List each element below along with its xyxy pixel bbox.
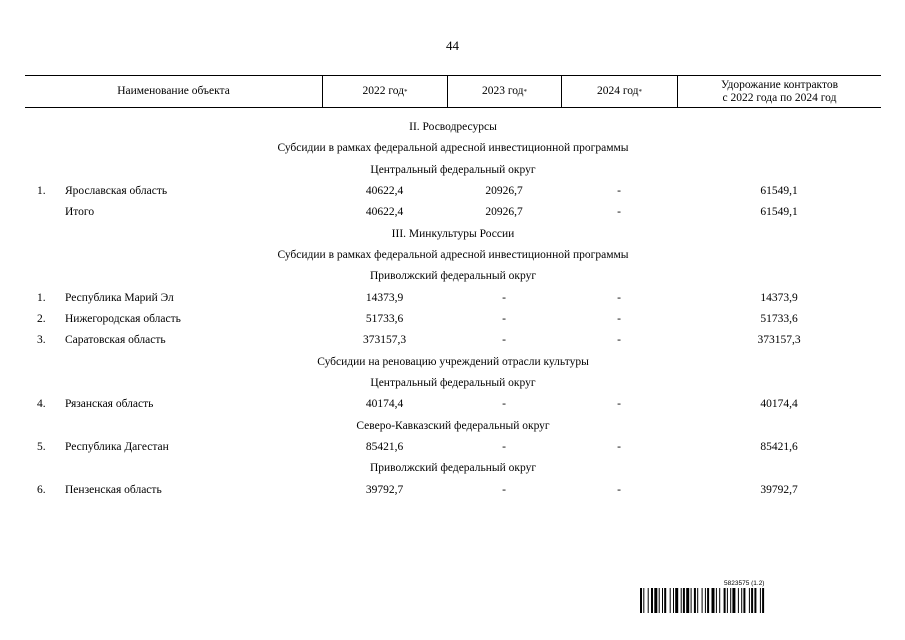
- value-2024: -: [617, 440, 621, 453]
- table-row: [25, 288, 881, 309]
- header-increase: [677, 76, 881, 107]
- object-name: Ярославская область: [65, 184, 168, 197]
- barcode-icon: [640, 588, 858, 613]
- object-name: Пензенская область: [65, 483, 162, 496]
- row-number: 4.: [37, 398, 46, 411]
- section-heading: II. Росводресурсы: [409, 121, 497, 133]
- value-2022: 40622,4: [365, 206, 404, 219]
- value-2022: 14373,9: [365, 291, 404, 304]
- value-2024: -: [617, 483, 621, 496]
- table-row: [25, 437, 881, 458]
- value-increase: 373157,3: [757, 334, 801, 347]
- row-number: 1.: [37, 291, 46, 304]
- value-2023: -: [502, 483, 506, 496]
- table-header: [25, 75, 881, 108]
- header-name: [25, 76, 322, 107]
- section-heading-row: [25, 416, 881, 437]
- row-number: 5.: [37, 440, 46, 453]
- section-heading: Центральный федеральный округ: [370, 376, 536, 389]
- section-heading-row: [25, 458, 881, 479]
- value-2023: -: [502, 291, 506, 304]
- header-increase-line1: Удорожание контрактов: [720, 78, 839, 91]
- value-2022: 40174,4: [365, 398, 404, 411]
- section-heading-row: [25, 352, 881, 373]
- section-heading: Субсидии на реновацию учреждений отрасли культуры: [317, 355, 589, 368]
- header-2024: 2024 год *: [561, 76, 677, 107]
- row-number: 1.: [37, 184, 46, 197]
- section-heading-row: [25, 373, 881, 394]
- table-row: [25, 330, 881, 351]
- value-2022: 85421,6: [365, 440, 404, 453]
- object-name: Саратовская область: [65, 334, 166, 347]
- header-name-label: Наименование объекта: [117, 85, 230, 97]
- section-heading: Приволжский федеральный округ: [369, 462, 537, 475]
- value-increase: 14373,9: [760, 291, 798, 304]
- value-2022: 39792,7: [365, 483, 404, 496]
- table-row: [25, 394, 881, 415]
- value-2023: -: [502, 312, 506, 325]
- row-number: 6.: [37, 483, 46, 496]
- table-row: [25, 309, 881, 330]
- table-row: [25, 181, 881, 202]
- value-2023: -: [502, 440, 506, 453]
- value-2023: 20926,7: [485, 206, 523, 219]
- table-body: [25, 117, 881, 501]
- section-heading: Приволжский федеральный округ: [369, 270, 537, 283]
- barcode-text: 5823575 (1.2): [724, 580, 765, 587]
- header-2022-label: 2022 год: [362, 85, 405, 97]
- value-2024: -: [617, 312, 621, 325]
- value-increase: 85421,6: [760, 440, 798, 453]
- value-2024: -: [617, 291, 621, 304]
- value-increase: 51733,6: [760, 312, 798, 325]
- value-2023: 20926,7: [485, 184, 523, 197]
- header-increase-line2: с 2022 года по 2024 год: [722, 91, 837, 104]
- value-increase: 39792,7: [760, 483, 798, 496]
- section-heading: Северо-Кавказский федеральный округ: [356, 419, 550, 432]
- object-name: Нижегородская область: [65, 312, 181, 325]
- value-2023: -: [502, 334, 506, 347]
- value-2024: -: [617, 334, 621, 347]
- object-name: Итого: [65, 206, 95, 219]
- value-2024: -: [617, 184, 621, 197]
- section-heading-row: [25, 245, 881, 266]
- barcode: [640, 580, 858, 614]
- value-increase: 61549,1: [760, 206, 798, 219]
- value-2024: -: [617, 398, 621, 411]
- value-2024: -: [617, 206, 621, 219]
- object-name: Республика Дагестан: [65, 440, 169, 453]
- table-row: [25, 480, 881, 501]
- section-heading-row: [25, 160, 881, 181]
- header-2024-label: 2024 год: [596, 85, 639, 97]
- section-heading-row: [25, 138, 881, 159]
- object-name: Рязанская область: [65, 398, 154, 411]
- row-number: 2.: [37, 312, 46, 325]
- header-2022: 2022 год *: [322, 76, 447, 107]
- section-heading-row: [25, 224, 881, 245]
- value-2022: 373157,3: [362, 334, 407, 347]
- object-name: Республика Марий Эл: [65, 291, 174, 304]
- value-2022: 51733,6: [365, 312, 404, 325]
- section-heading: Субсидии в рамках федеральной адресной инвестиционной программы: [277, 248, 629, 261]
- value-increase: 61549,1: [760, 184, 798, 197]
- header-2023: 2023 год *: [447, 76, 561, 107]
- section-heading: Центральный федеральный округ: [370, 163, 536, 176]
- value-2023: -: [502, 398, 506, 411]
- section-heading-row: [25, 117, 881, 138]
- section-heading: Субсидии в рамках федеральной адресной инвестиционной программы: [277, 142, 629, 155]
- value-2022: 40622,4: [365, 184, 404, 197]
- row-number: 3.: [37, 334, 46, 347]
- section-heading-row: [25, 266, 881, 287]
- table-row: [25, 202, 881, 223]
- value-increase: 40174,4: [760, 398, 798, 411]
- page-number: 44: [446, 38, 459, 53]
- header-2023-label: 2023 год: [481, 85, 524, 97]
- section-heading: III. Минкультуры России: [391, 227, 515, 240]
